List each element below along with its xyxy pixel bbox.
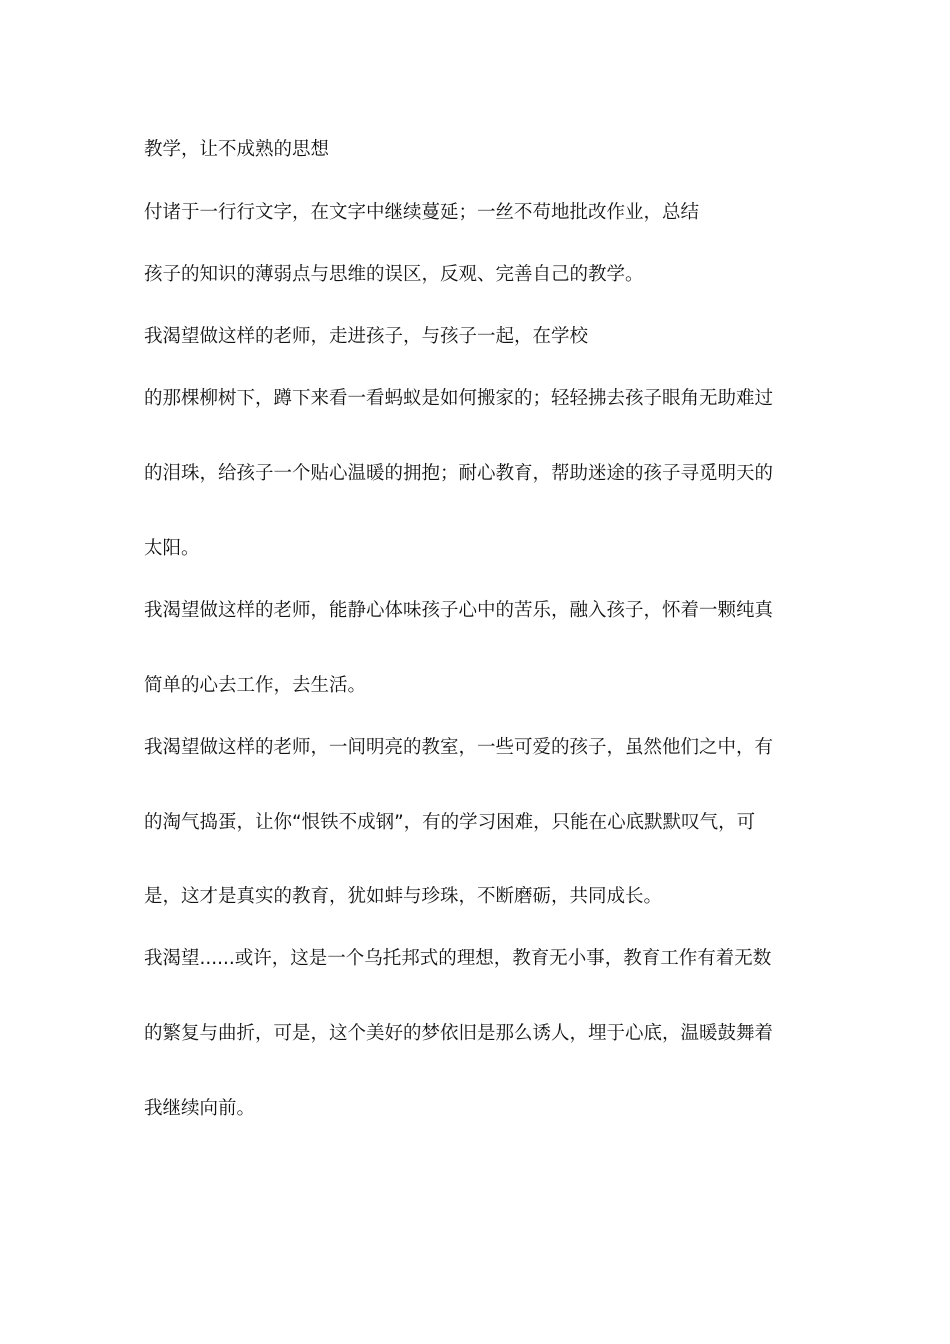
text-line: 简单的心去工作，去生活。 <box>144 675 367 696</box>
text-line: 我继续向前。 <box>144 1098 256 1119</box>
text-line: 的淘气捣蛋，让你“恨铁不成钢”，有的学习困难，只能在心底默默叹气，可 <box>144 812 756 833</box>
text-line: 的那棵柳树下，蹲下来看一看蚂蚁是如何搬家的；轻轻拂去孩子眼角无助难过 <box>144 388 774 409</box>
text-line: 我渴望做这样的老师，走进孩子，与孩子一起，在学校 <box>144 326 589 347</box>
text-line: 是，这才是真实的教育，犹如蚌与珍珠，不断磨砺，共同成长。 <box>144 886 663 907</box>
text-line: 付诸于一行行文字，在文字中继续蔓延；一丝不苟地批改作业，总结 <box>144 202 700 223</box>
text-line: 我渴望......或许，这是一个乌托邦式的理想，教育无小事，教育工作有着无数 <box>144 948 772 969</box>
text-line: 我渴望做这样的老师，一间明亮的教室，一些可爱的孩子，虽然他们之中，有 <box>144 737 774 758</box>
text-line: 教学，让不成熟的思想 <box>144 139 330 160</box>
text-line: 太阳。 <box>144 538 200 559</box>
text-line: 的泪珠，给孩子一个贴心温暖的拥抱；耐心教育，帮助迷途的孩子寻觅明天的 <box>144 463 774 484</box>
text-line: 的繁复与曲折，可是，这个美好的梦依旧是那么诱人，埋于心底，温暖鼓舞着 <box>144 1023 774 1044</box>
text-line: 我渴望做这样的老师，能静心体味孩子心中的苦乐，融入孩子，怀着一颗纯真 <box>144 600 774 621</box>
text-line: 孩子的知识的薄弱点与思维的误区，反观、完善自己的教学。 <box>144 264 644 285</box>
